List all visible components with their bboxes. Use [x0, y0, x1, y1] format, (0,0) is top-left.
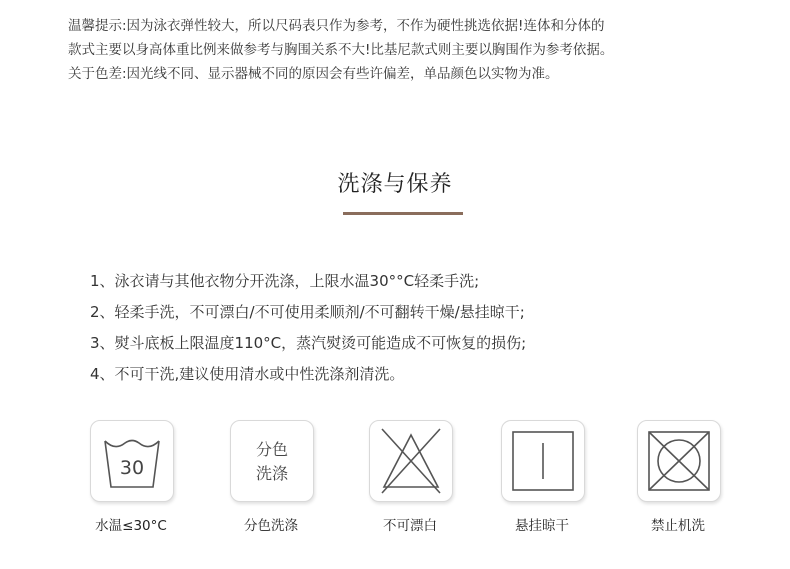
tips-line: 关于色差:因光线不同、显示器械不同的原因会有些许偏差，单品颜色以实物为准。	[68, 66, 559, 82]
separate-wash-line: 洗涤	[255, 464, 289, 483]
wash-temp-label: 30	[119, 457, 145, 479]
care-symbols	[87, 420, 737, 540]
symbol-caption: 水温≤30°C	[95, 518, 167, 534]
care-symbol	[369, 420, 451, 534]
care-item: 2、轻柔手洗，不可漂白/不可使用柔顺剂/不可翻转干燥/悬挂晾干;	[90, 303, 525, 321]
symbol-caption: 禁止机洗	[651, 518, 705, 534]
hang-dry-icon	[501, 420, 585, 502]
tips-line: 款式主要以身高体重比例来做参考与胸围关系不大!比基尼款式则主要以胸围作为参考依据。	[68, 42, 614, 58]
tips-line: 温馨提示:因为泳衣弹性较大，所以尺码表只作为参考，不作为硬性挑选依据!连体和分体的	[68, 18, 605, 34]
symbol-caption: 悬挂晾干	[515, 518, 569, 534]
no-bleach-icon	[369, 420, 453, 502]
care-item: 4、不可干洗,建议使用清水或中性洗涤剂清洗。	[90, 365, 405, 383]
size-tips	[68, 14, 768, 86]
care-symbol	[90, 420, 172, 534]
wash-30-icon	[90, 420, 174, 502]
care-item: 3、熨斗底板上限温度110°C，蒸汽熨烫可能造成不可恢复的损伤;	[90, 334, 527, 352]
care-symbol	[230, 420, 312, 534]
no-tumble-dry-icon	[637, 420, 721, 502]
symbol-caption: 分色洗涤	[244, 518, 298, 534]
separate-wash-icon	[230, 420, 314, 502]
care-symbol	[637, 420, 719, 534]
title-divider	[343, 212, 463, 215]
care-symbol	[501, 420, 583, 534]
care-instructions	[90, 266, 526, 390]
care-item: 1、泳衣请与其他衣物分开洗涤，上限水温30°°C轻柔手洗;	[90, 272, 480, 290]
separate-wash-line: 分色	[255, 440, 289, 459]
symbol-caption: 不可漂白	[383, 518, 437, 534]
section-title: 洗涤与保养	[337, 172, 453, 197]
